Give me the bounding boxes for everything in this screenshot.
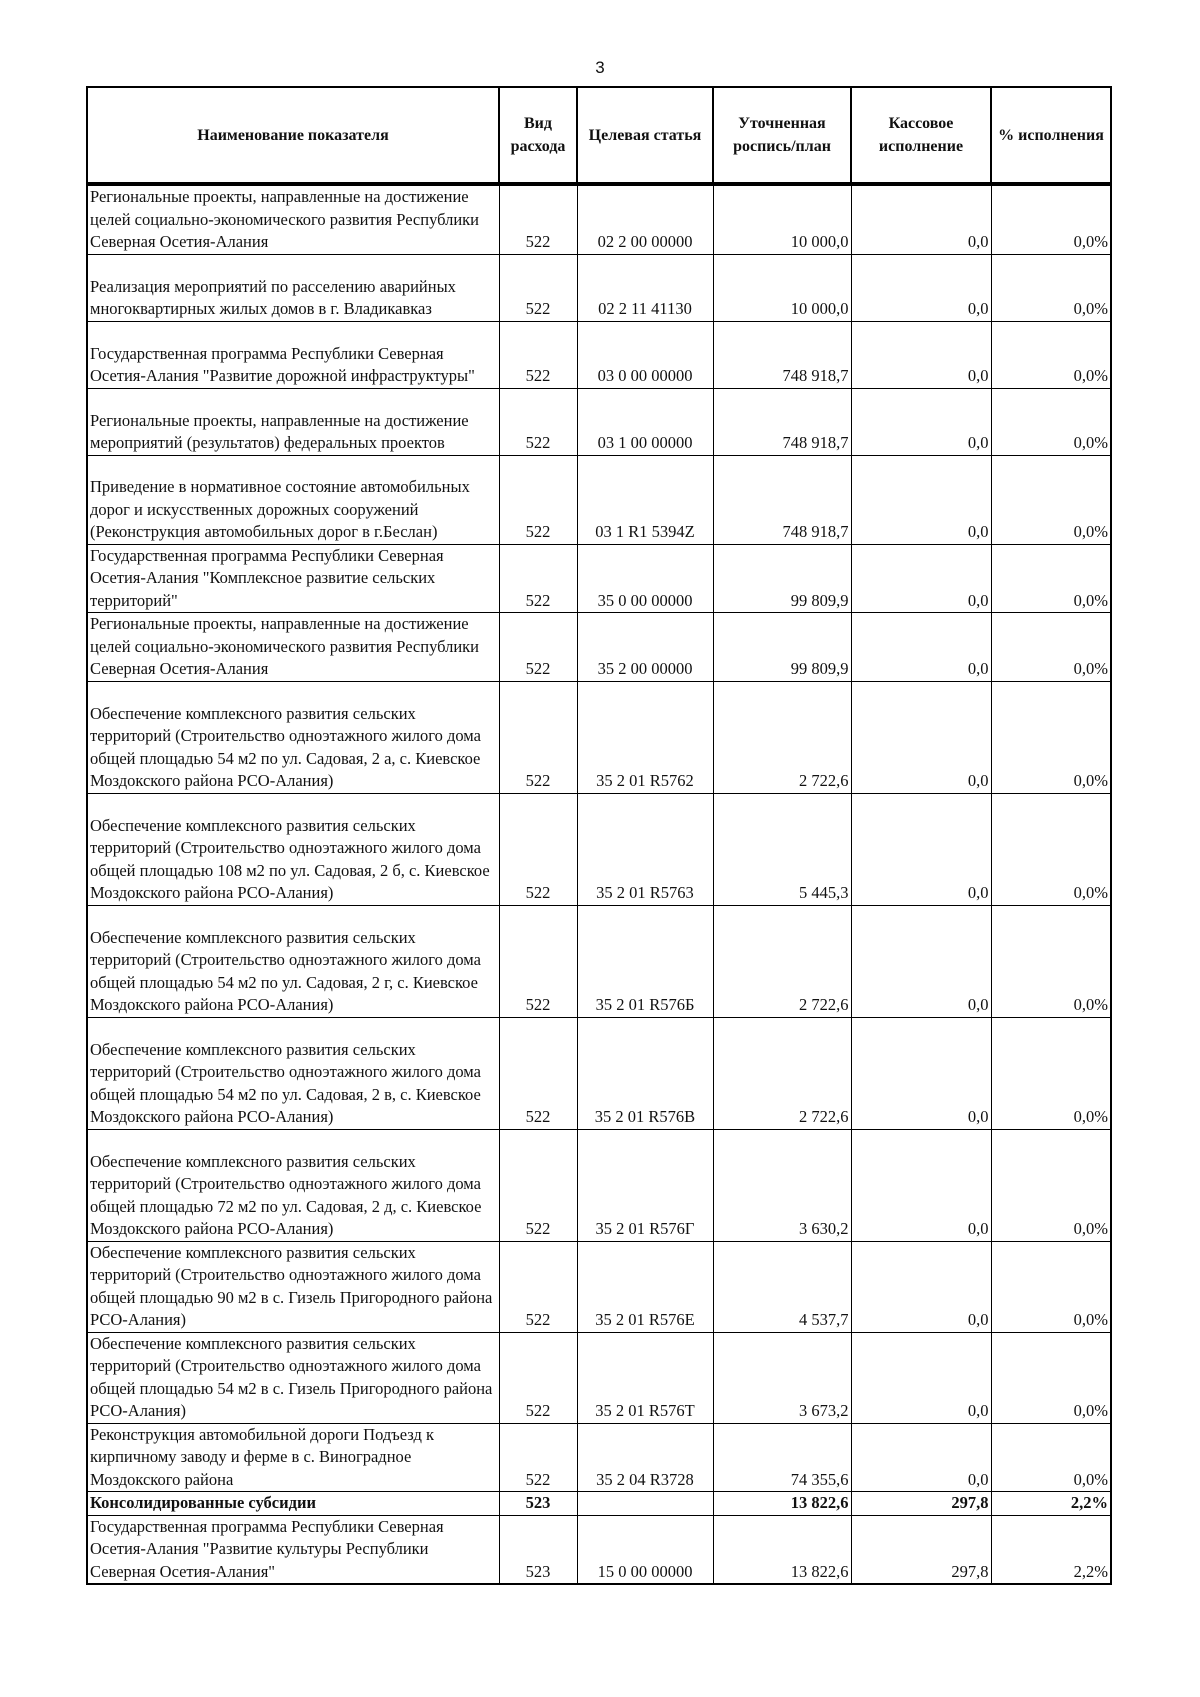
cell-name: Приведение в нормативное состояние автомобильных дорог и искусственных дорожных сооружений (Реконструкция автомобильных дорог в г.Беслан) xyxy=(87,455,499,544)
cell-name: Реконструкция автомобильной дороги Подъезд к кирпичному заводу и ферме в с. Виноградное Моздокского района xyxy=(87,1423,499,1492)
cell-plan: 13 822,6 xyxy=(713,1515,851,1584)
cell-target-article: 02 2 00 00000 xyxy=(577,184,713,254)
table-row xyxy=(87,321,1111,388)
cell-target-article: 03 1 R1 5394Z xyxy=(577,455,713,544)
cell-cash: 0,0 xyxy=(851,1241,991,1332)
table-row xyxy=(87,544,1111,613)
cell-percent: 0,0% xyxy=(991,388,1111,455)
cell-percent: 0,0% xyxy=(991,184,1111,254)
cell-name: Обеспечение комплексного развития сельских территорий (Строительство одноэтажного жилого дома общей площадью 54 м2 по ул. Садовая, 2 в, с. Киевское Моздокского района РСО-Алания) xyxy=(87,1017,499,1129)
cell-name: Обеспечение комплексного развития сельских территорий (Строительство одноэтажного жилого дома общей площадью 54 м2 по ул. Садовая, 2 а, с. Киевское Моздокского района РСО-Алания) xyxy=(87,681,499,793)
cell-percent: 2,2% xyxy=(991,1492,1111,1516)
cell-plan: 99 809,9 xyxy=(713,613,851,682)
cell-name: Региональные проекты, направленные на достижение целей социально-экономического развития Республики Северная Осетия-Алания xyxy=(87,184,499,254)
cell-vid: 522 xyxy=(499,544,577,613)
cell-vid: 522 xyxy=(499,1241,577,1332)
header-cash: Кассовое исполнение xyxy=(851,87,991,184)
table-row xyxy=(87,254,1111,321)
cell-plan: 13 822,6 xyxy=(713,1492,851,1516)
cell-percent: 0,0% xyxy=(991,1332,1111,1423)
cell-target-article: 03 0 00 00000 xyxy=(577,321,713,388)
cell-cash: 0,0 xyxy=(851,793,991,905)
table-header-row xyxy=(87,87,1111,184)
cell-cash: 0,0 xyxy=(851,1423,991,1492)
header-cs: Целевая статья xyxy=(577,87,713,184)
cell-vid: 522 xyxy=(499,184,577,254)
cell-cash: 0,0 xyxy=(851,1017,991,1129)
cell-name: Региональные проекты, направленные на достижение мероприятий (результатов) федеральных проектов xyxy=(87,388,499,455)
cell-target-article: 35 2 00 00000 xyxy=(577,613,713,682)
cell-vid: 522 xyxy=(499,905,577,1017)
cell-target-article xyxy=(577,1492,713,1516)
cell-vid: 523 xyxy=(499,1515,577,1584)
cell-percent: 0,0% xyxy=(991,544,1111,613)
page-number: 3 xyxy=(595,58,605,77)
cell-vid: 522 xyxy=(499,455,577,544)
cell-percent: 0,0% xyxy=(991,321,1111,388)
cell-plan: 2 722,6 xyxy=(713,681,851,793)
cell-vid: 522 xyxy=(499,1332,577,1423)
cell-cash: 0,0 xyxy=(851,613,991,682)
cell-plan: 74 355,6 xyxy=(713,1423,851,1492)
table-row xyxy=(87,1423,1111,1492)
cell-vid: 522 xyxy=(499,388,577,455)
cell-name: Обеспечение комплексного развития сельских территорий (Строительство одноэтажного жилого дома общей площадью 54 м2 в с. Гизель Пригородного района РСО-Алания) xyxy=(87,1332,499,1423)
cell-target-article: 35 2 01 R576Т xyxy=(577,1332,713,1423)
cell-target-article: 02 2 11 41130 xyxy=(577,254,713,321)
cell-cash: 0,0 xyxy=(851,184,991,254)
cell-percent: 0,0% xyxy=(991,1241,1111,1332)
cell-plan: 5 445,3 xyxy=(713,793,851,905)
cell-plan: 748 918,7 xyxy=(713,455,851,544)
cell-name: Обеспечение комплексного развития сельских территорий (Строительство одноэтажного жилого дома общей площадью 108 м2 по ул. Садовая, 2 б, с. Киевское Моздокского района РСО-Алания) xyxy=(87,793,499,905)
cell-vid: 523 xyxy=(499,1492,577,1516)
cell-name: Реализация мероприятий по расселению аварийных многоквартирных жилых домов в г. Владикавказ xyxy=(87,254,499,321)
cell-name: Государственная программа Республики Северная Осетия-Алания "Развитие культуры Республики Северная Осетия-Алания" xyxy=(87,1515,499,1584)
cell-cash: 0,0 xyxy=(851,455,991,544)
cell-vid: 522 xyxy=(499,1129,577,1241)
cell-plan: 748 918,7 xyxy=(713,388,851,455)
header-plan: Уточненная роспись/план xyxy=(713,87,851,184)
cell-percent: 0,0% xyxy=(991,1017,1111,1129)
cell-percent: 0,0% xyxy=(991,254,1111,321)
cell-cash: 0,0 xyxy=(851,1332,991,1423)
cell-target-article: 35 2 04 R3728 xyxy=(577,1423,713,1492)
header-name: Наименование показателя xyxy=(87,87,499,184)
cell-percent: 0,0% xyxy=(991,1129,1111,1241)
cell-target-article: 35 2 01 R576Б xyxy=(577,905,713,1017)
table-row xyxy=(87,388,1111,455)
table-row xyxy=(87,681,1111,793)
cell-cash: 0,0 xyxy=(851,905,991,1017)
table-row xyxy=(87,613,1111,682)
cell-plan: 2 722,6 xyxy=(713,905,851,1017)
cell-cash: 0,0 xyxy=(851,321,991,388)
cell-cash: 0,0 xyxy=(851,681,991,793)
cell-percent: 0,0% xyxy=(991,905,1111,1017)
cell-plan: 2 722,6 xyxy=(713,1017,851,1129)
cell-plan: 3 630,2 xyxy=(713,1129,851,1241)
cell-plan: 748 918,7 xyxy=(713,321,851,388)
cell-cash: 0,0 xyxy=(851,544,991,613)
cell-plan: 4 537,7 xyxy=(713,1241,851,1332)
cell-name: Государственная программа Республики Северная Осетия-Алания "Развитие дорожной инфраструктуры" xyxy=(87,321,499,388)
cell-vid: 522 xyxy=(499,793,577,905)
cell-vid: 522 xyxy=(499,1017,577,1129)
cell-target-article: 35 2 01 R5763 xyxy=(577,793,713,905)
cell-percent: 0,0% xyxy=(991,613,1111,682)
cell-percent: 0,0% xyxy=(991,455,1111,544)
cell-name: Региональные проекты, направленные на достижение целей социально-экономического развития Республики Северная Осетия-Алания xyxy=(87,613,499,682)
table-row xyxy=(87,1515,1111,1584)
cell-target-article: 15 0 00 00000 xyxy=(577,1515,713,1584)
cell-target-article: 35 2 01 R576Г xyxy=(577,1129,713,1241)
cell-vid: 522 xyxy=(499,1423,577,1492)
table-row xyxy=(87,455,1111,544)
budget-table xyxy=(86,86,1112,1585)
table-row xyxy=(87,905,1111,1017)
cell-plan: 3 673,2 xyxy=(713,1332,851,1423)
cell-name: Государственная программа Республики Северная Осетия-Алания "Комплексное развитие сельских территорий" xyxy=(87,544,499,613)
cell-name: Обеспечение комплексного развития сельских территорий (Строительство одноэтажного жилого дома общей площадью 54 м2 по ул. Садовая, 2 г, с. Киевское Моздокского района РСО-Алания) xyxy=(87,905,499,1017)
table-row xyxy=(87,1492,1111,1516)
header-pct: % исполнения xyxy=(991,87,1111,184)
table-row xyxy=(87,1332,1111,1423)
cell-cash: 297,8 xyxy=(851,1492,991,1516)
cell-vid: 522 xyxy=(499,613,577,682)
cell-vid: 522 xyxy=(499,321,577,388)
cell-name: Обеспечение комплексного развития сельских территорий (Строительство одноэтажного жилого дома общей площадью 90 м2 в с. Гизель Пригородного района РСО-Алания) xyxy=(87,1241,499,1332)
cell-vid: 522 xyxy=(499,681,577,793)
cell-target-article: 03 1 00 00000 xyxy=(577,388,713,455)
cell-plan: 10 000,0 xyxy=(713,184,851,254)
cell-percent: 0,0% xyxy=(991,681,1111,793)
cell-vid: 522 xyxy=(499,254,577,321)
header-vid: Вид расхода xyxy=(499,87,577,184)
cell-plan: 10 000,0 xyxy=(713,254,851,321)
table-row xyxy=(87,184,1111,254)
cell-name: Обеспечение комплексного развития сельских территорий (Строительство одноэтажного жилого дома общей площадью 72 м2 по ул. Садовая, 2 д, с. Киевское Моздокского района РСО-Алания) xyxy=(87,1129,499,1241)
cell-percent: 0,0% xyxy=(991,1423,1111,1492)
table-row xyxy=(87,1241,1111,1332)
cell-cash: 0,0 xyxy=(851,254,991,321)
table-row xyxy=(87,793,1111,905)
cell-cash: 0,0 xyxy=(851,1129,991,1241)
table-row xyxy=(87,1129,1111,1241)
table-row xyxy=(87,1017,1111,1129)
cell-name: Консолидированные субсидии xyxy=(87,1492,499,1516)
cell-plan: 99 809,9 xyxy=(713,544,851,613)
cell-cash: 0,0 xyxy=(851,388,991,455)
cell-target-article: 35 0 00 00000 xyxy=(577,544,713,613)
table-body xyxy=(87,184,1111,1584)
cell-target-article: 35 2 01 R576В xyxy=(577,1017,713,1129)
cell-target-article: 35 2 01 R576Е xyxy=(577,1241,713,1332)
cell-percent: 2,2% xyxy=(991,1515,1111,1584)
cell-cash: 297,8 xyxy=(851,1515,991,1584)
cell-target-article: 35 2 01 R5762 xyxy=(577,681,713,793)
cell-percent: 0,0% xyxy=(991,793,1111,905)
